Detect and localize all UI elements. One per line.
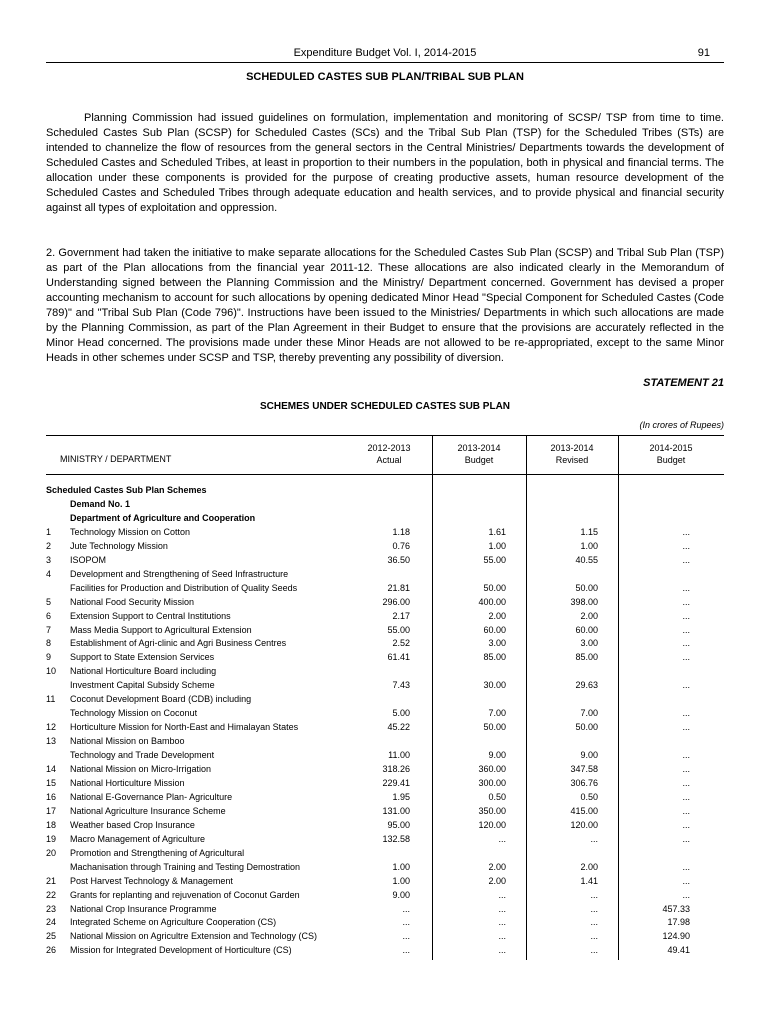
cell-revised-2013-2014: 398.00 <box>570 596 598 607</box>
row-number: 5 <box>46 596 52 607</box>
cell-revised-2013-2014: 306.76 <box>570 777 598 788</box>
cell-revised-2013-2014: ... <box>590 833 598 844</box>
table-row <box>46 664 724 678</box>
cell-actual-2012-2013: ... <box>402 917 410 928</box>
cell-budget-2013-2014: ... <box>498 833 506 844</box>
row-number: 3 <box>46 554 52 565</box>
cell-actual-2012-2013: ... <box>402 903 410 914</box>
cell-budget-2013-2014: 2.00 <box>488 861 506 872</box>
table-top-rule <box>46 435 724 436</box>
row-description: Demand No. 1 <box>70 498 131 509</box>
row-description: National Crop Insurance Programme <box>70 903 217 914</box>
cell-actual-2012-2013: 229.41 <box>382 777 410 788</box>
ministry-column-header: MINISTRY / DEPARTMENT <box>60 454 172 464</box>
header-title: Expenditure Budget Vol. I, 2014-2015 <box>293 47 477 59</box>
cell-actual-2012-2013: ... <box>402 931 410 942</box>
cell-budget-2013-2014: 350.00 <box>478 805 506 816</box>
cell-budget-2014-2015: ... <box>682 875 690 886</box>
cell-budget-2013-2014: 2.00 <box>488 875 506 886</box>
column-year: 2013-2014 <box>550 443 594 453</box>
table-row <box>46 776 724 790</box>
cell-actual-2012-2013: 45.22 <box>387 722 410 733</box>
column-header-revised-2013 <box>526 442 618 466</box>
table-row <box>46 915 724 929</box>
row-description: National Mission on Micro-Irrigation <box>70 764 212 774</box>
cell-budget-2013-2014: ... <box>498 903 506 914</box>
table-row <box>46 636 724 650</box>
column-header-budget-2013 <box>432 442 526 466</box>
table-row <box>46 497 724 511</box>
table-row <box>46 650 724 664</box>
column-year: 2013-2014 <box>457 443 501 453</box>
row-number: 6 <box>46 610 52 621</box>
cell-budget-2014-2015: ... <box>682 805 690 816</box>
cell-budget-2013-2014: ... <box>498 889 506 900</box>
table-row <box>46 804 724 818</box>
cell-revised-2013-2014: 2.00 <box>580 861 598 872</box>
cell-budget-2013-2014: 3.00 <box>488 638 506 649</box>
table-row <box>46 762 724 776</box>
cell-budget-2013-2014: 120.00 <box>478 819 506 830</box>
row-description: Jute Technology Mission <box>70 540 168 551</box>
cell-revised-2013-2014: ... <box>590 889 598 900</box>
cell-actual-2012-2013: 1.00 <box>392 861 410 872</box>
cell-budget-2014-2015: ... <box>682 554 690 565</box>
table-row <box>46 511 724 525</box>
table-row <box>46 860 724 874</box>
row-number: 8 <box>46 638 52 649</box>
row-number: 15 <box>46 777 57 788</box>
table-row <box>46 609 724 623</box>
cell-budget-2013-2014: 400.00 <box>478 596 506 607</box>
row-number: 21 <box>46 875 57 886</box>
cell-budget-2014-2015: ... <box>682 526 690 537</box>
cell-revised-2013-2014: ... <box>590 917 598 928</box>
cell-actual-2012-2013: 95.00 <box>387 819 410 830</box>
column-kind: Budget <box>464 455 494 465</box>
table-row <box>46 874 724 888</box>
cell-budget-2013-2014: 30.00 <box>483 680 506 691</box>
row-number: 13 <box>46 736 57 747</box>
cell-revised-2013-2014: ... <box>590 945 598 956</box>
column-kind: Budget <box>656 455 686 465</box>
column-year: 2012-2013 <box>367 443 411 453</box>
table-row <box>46 553 724 567</box>
table-row <box>46 595 724 609</box>
row-number: 24 <box>46 917 57 928</box>
cell-budget-2014-2015: ... <box>682 819 690 830</box>
cell-budget-2014-2015: 457.33 <box>662 903 690 914</box>
row-number: 2 <box>46 540 52 551</box>
cell-revised-2013-2014: 2.00 <box>580 610 598 621</box>
row-number: 22 <box>46 889 57 900</box>
cell-actual-2012-2013: 9.00 <box>392 889 410 900</box>
cell-revised-2013-2014: 85.00 <box>575 652 598 663</box>
table-row <box>46 678 724 692</box>
paragraph-1: Planning Commission had issued guidelines on formulation, implementation and monitoring of SCSP/ TSP from time to time. Scheduled Castes Sub Plan (SCSP) for Scheduled Castes (SCs) and the Tribal Sub Plan (TSP) for the Scheduled Tribes (STs) are intended to channelize the flow of resources from the general sectors in the Central Ministries/ Departments towards the development of Scheduled Castes and Scheduled Tribes, at least in proportion to their numbers in the population, both in physical and financial terms. The allocation under these components is provided for the purpose of creating productive assets, human resource development of the Scheduled Castes and Scheduled Tribes through adequate education and health services, and to provide physical and financial security against all types of exploitation and oppression. <box>46 112 724 214</box>
cell-budget-2013-2014: 1.00 <box>488 540 506 551</box>
cell-budget-2013-2014: 300.00 <box>478 777 506 788</box>
row-description: Post Harvest Technology & Management <box>70 875 233 886</box>
row-description: Mission for Integrated Development of Horticulture (CS) <box>70 945 292 956</box>
cell-budget-2013-2014: ... <box>498 931 506 942</box>
row-description: Technology Mission on Cotton <box>70 526 191 537</box>
cell-budget-2014-2015: ... <box>682 680 690 691</box>
cell-revised-2013-2014: ... <box>590 903 598 914</box>
row-number: 20 <box>46 847 57 858</box>
cell-revised-2013-2014: 60.00 <box>575 624 598 635</box>
cell-actual-2012-2013: 11.00 <box>388 750 410 761</box>
cell-revised-2013-2014: 9.00 <box>580 750 598 761</box>
cell-revised-2013-2014: 1.15 <box>580 526 598 537</box>
row-number: 25 <box>46 931 57 942</box>
row-number: 16 <box>46 791 57 802</box>
table-row <box>46 567 724 581</box>
table-units: (In crores of Rupees) <box>639 420 724 430</box>
row-description: National Horticulture Mission <box>70 777 185 788</box>
cell-revised-2013-2014: 50.00 <box>575 582 598 593</box>
cell-budget-2014-2015: ... <box>682 764 690 774</box>
row-description: ISOPOM <box>70 554 107 565</box>
row-description: Promotion and Strengthening of Agricultural <box>70 847 245 858</box>
row-description: National Food Security Mission <box>70 596 195 607</box>
statement-label: STATEMENT 21 <box>643 377 724 389</box>
cell-budget-2013-2014: 1.61 <box>488 526 506 537</box>
cell-actual-2012-2013: ... <box>402 945 410 956</box>
table-row <box>46 706 724 720</box>
cell-budget-2014-2015: ... <box>682 596 690 607</box>
cell-budget-2014-2015: ... <box>682 861 690 872</box>
cell-budget-2014-2015: ... <box>682 791 690 802</box>
table-header-rule <box>46 474 724 475</box>
cell-revised-2013-2014: 0.50 <box>580 791 598 802</box>
table-row <box>46 748 724 762</box>
row-description: Technology and Trade Development <box>70 750 215 761</box>
cell-budget-2014-2015: ... <box>682 652 690 663</box>
table-row <box>46 525 724 539</box>
cell-revised-2013-2014: 1.00 <box>580 540 598 551</box>
cell-actual-2012-2013: 296.00 <box>382 596 410 607</box>
cell-actual-2012-2013: 1.00 <box>392 875 410 886</box>
cell-actual-2012-2013: 132.58 <box>382 833 410 844</box>
table-row <box>46 790 724 804</box>
column-kind: Revised <box>555 455 589 465</box>
cell-budget-2013-2014: 60.00 <box>483 624 506 635</box>
cell-budget-2014-2015: 124.90 <box>662 931 690 942</box>
cell-actual-2012-2013: 7.43 <box>392 680 410 691</box>
cell-budget-2013-2014: 0.50 <box>488 791 506 802</box>
row-description: National Mission on Bamboo <box>70 736 185 747</box>
row-description: Macro Management of Agriculture <box>70 833 206 844</box>
cell-budget-2013-2014: 9.00 <box>488 750 506 761</box>
row-description: Extension Support to Central Institutions <box>70 610 231 621</box>
row-description: Mass Media Support to Agricultural Extension <box>70 624 252 635</box>
cell-budget-2013-2014: ... <box>498 945 506 956</box>
cell-budget-2013-2014: 55.00 <box>483 554 506 565</box>
column-header-actual-2012 <box>345 442 433 466</box>
cell-budget-2013-2014: 50.00 <box>483 582 506 593</box>
table-row <box>46 483 724 497</box>
cell-budget-2014-2015: ... <box>682 624 690 635</box>
table-row <box>46 734 724 748</box>
row-number: 4 <box>46 568 52 579</box>
row-description: Establishment of Agri-clinic and Agri Business Centres <box>70 638 287 649</box>
table-row <box>46 623 724 637</box>
row-description: Grants for replanting and rejuvenation of Coconut Garden <box>70 889 300 900</box>
row-description: Development and Strengthening of Seed Infrastructure <box>70 568 289 579</box>
cell-revised-2013-2014: ... <box>590 931 598 942</box>
cell-budget-2014-2015: ... <box>682 540 690 551</box>
row-description: Integrated Scheme on Agriculture Cooperation (CS) <box>70 917 277 928</box>
cell-budget-2014-2015: ... <box>682 777 690 788</box>
cell-actual-2012-2013: 2.52 <box>392 638 410 649</box>
cell-budget-2013-2014: 85.00 <box>483 652 506 663</box>
cell-budget-2014-2015: 17.98 <box>667 917 690 928</box>
cell-budget-2014-2015: ... <box>682 833 690 844</box>
row-description: Scheduled Castes Sub Plan Schemes <box>46 485 207 495</box>
table-row <box>46 943 724 957</box>
cell-actual-2012-2013: 318.26 <box>382 764 410 774</box>
row-description: Machanisation through Training and Testing Demostration <box>70 861 300 872</box>
column-year: 2014-2015 <box>649 443 693 453</box>
table-row <box>46 832 724 846</box>
cell-revised-2013-2014: 40.55 <box>575 554 598 565</box>
cell-budget-2014-2015: ... <box>682 750 690 761</box>
column-header-budget-2014 <box>618 442 724 466</box>
row-description: National Horticulture Board including <box>70 666 217 677</box>
row-number: 23 <box>46 903 57 914</box>
cell-revised-2013-2014: 7.00 <box>580 708 598 719</box>
row-number: 11 <box>46 694 56 705</box>
header-rule <box>46 62 724 63</box>
row-number: 9 <box>46 652 52 663</box>
cell-revised-2013-2014: 120.00 <box>570 819 598 830</box>
cell-budget-2013-2014: 360.00 <box>478 764 506 774</box>
cell-actual-2012-2013: 2.17 <box>392 610 410 621</box>
cell-actual-2012-2013: 1.18 <box>392 526 410 537</box>
row-description: National Mission on Agricultre Extension and Technology (CS) <box>70 931 317 942</box>
cell-budget-2014-2015: ... <box>682 708 690 719</box>
cell-revised-2013-2014: 1.41 <box>580 875 598 886</box>
table-row <box>46 818 724 832</box>
table-title: SCHEMES UNDER SCHEDULED CASTES SUB PLAN <box>259 401 511 412</box>
cell-actual-2012-2013: 0.76 <box>392 540 410 551</box>
cell-budget-2014-2015: 49.41 <box>667 945 690 956</box>
row-description: Technology Mission on Coconut <box>70 708 198 719</box>
paragraph-2: 2. Government had taken the initiative to make separate allocations for the Scheduled Castes Sub Plan (SCSP) and Tribal Sub Plan (TSP) as part of the Plan allocations from the financial year 2011-12. These allocations are also indicated clearly in the Memorandum of Understanding signed between the Planning Commission and the Ministry/ Department concerned. Government has devised a proper accounting mechanism to account for such allocations by opening dedicated Minor Head "Special Component for Scheduled Castes (Code 789)" and "Tribal Sub Plan (Code 796)". Instructions have been issued to the Ministries/ Departments in which such allocations are made by the Planning Commission, as part of the Plan Agreement in their Budget to ensure that the provisions are accurately reflected in the Minor Head concerned. The provisions made under these Minor Heads are not allowed to be re-appropriated, except to the same Minor Heads in other schemes under SCSP and TSP, thereby preventing any possibility of diversion. <box>46 247 724 364</box>
cell-revised-2013-2014: 3.00 <box>580 638 598 649</box>
row-number: 14 <box>46 764 57 774</box>
row-description: National E-Governance Plan- Agriculture <box>70 791 233 802</box>
cell-budget-2013-2014: 50.00 <box>483 722 506 733</box>
table-row <box>46 902 724 916</box>
row-description: National Agriculture Insurance Scheme <box>70 805 226 816</box>
row-description: Support to State Extension Services <box>70 652 215 663</box>
row-description: Facilities for Production and Distribution of Quality Seeds <box>70 582 298 593</box>
row-number: 10 <box>46 666 57 677</box>
table-row <box>46 692 724 706</box>
row-description: Investment Capital Subsidy Scheme <box>70 680 215 691</box>
cell-actual-2012-2013: 55.00 <box>387 624 410 635</box>
row-number: 12 <box>46 722 57 733</box>
cell-revised-2013-2014: 415.00 <box>570 805 598 816</box>
cell-budget-2014-2015: ... <box>682 889 690 900</box>
document-title: SCHEDULED CASTES SUB PLAN/TRIBAL SUB PLAN <box>246 71 524 83</box>
cell-actual-2012-2013: 61.41 <box>387 652 410 663</box>
table-row <box>46 539 724 553</box>
cell-actual-2012-2013: 1.95 <box>392 791 410 802</box>
table-row <box>46 888 724 902</box>
row-number: 26 <box>46 945 57 956</box>
row-number: 18 <box>46 819 57 830</box>
row-number: 1 <box>46 526 52 537</box>
column-kind: Actual <box>376 455 402 465</box>
cell-revised-2013-2014: 29.63 <box>575 680 598 691</box>
cell-actual-2012-2013: 131.00 <box>382 805 410 816</box>
cell-revised-2013-2014: 347.58 <box>570 764 598 774</box>
cell-budget-2014-2015: ... <box>682 582 690 593</box>
cell-budget-2013-2014: 2.00 <box>488 610 506 621</box>
cell-revised-2013-2014: 50.00 <box>575 722 598 733</box>
cell-budget-2013-2014: ... <box>498 917 506 928</box>
table-row <box>46 720 724 734</box>
cell-actual-2012-2013: 36.50 <box>387 554 410 565</box>
table-row <box>46 846 724 860</box>
cell-budget-2013-2014: 7.00 <box>488 708 506 719</box>
table-row <box>46 929 724 943</box>
row-number: 17 <box>46 805 57 816</box>
page-number: 91 <box>697 47 710 59</box>
cell-budget-2014-2015: ... <box>682 638 690 649</box>
row-number: 19 <box>46 833 57 844</box>
row-description: Horticulture Mission for North-East and Himalayan States <box>70 722 299 733</box>
row-description: Weather based Crop Insurance <box>70 819 195 830</box>
cell-budget-2014-2015: ... <box>682 722 690 733</box>
row-number: 7 <box>46 624 52 635</box>
cell-budget-2014-2015: ... <box>682 610 690 621</box>
cell-actual-2012-2013: 5.00 <box>392 708 410 719</box>
cell-actual-2012-2013: 21.81 <box>387 582 410 593</box>
row-description: Department of Agriculture and Cooperation <box>70 512 256 523</box>
table-row <box>46 581 724 595</box>
row-description: Coconut Development Board (CDB) including <box>70 694 252 705</box>
